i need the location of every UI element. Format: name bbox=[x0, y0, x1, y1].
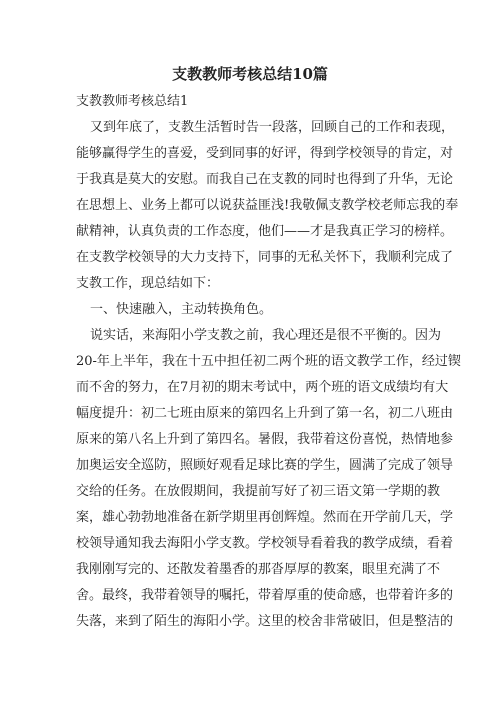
paragraph-3-line-12: 失落，来到了陌生的海阳小学。这里的校舍非常破旧，但是整洁的 bbox=[76, 614, 454, 629]
paragraph-3-line-6: 加奥运安全巡防，照顾好观看足球比赛的学生，圆满了完成了领导 bbox=[76, 458, 454, 473]
paragraph-1-line-2: 能够赢得学生的喜爱，受到同事的好评，得到学校领导的肯定，对 bbox=[76, 146, 454, 161]
paragraph-1-line-3: 于我真是莫大的安慰。而我自己在支教的同时也得到了升华，无论 bbox=[76, 172, 454, 187]
paragraph-3-line-4: 幅度提升：初二七班由原来的第四名上升到了第一名，初二八班由 bbox=[76, 406, 454, 421]
paragraph-3-line-2: 20-年上半年，我在十五中担任初二两个班的语文教学工作，经过锲 bbox=[76, 354, 461, 369]
section-heading-1: 一、快速融入，主动转换角色。 bbox=[90, 302, 273, 317]
paragraph-1-line-5: 献精神，认真负责的工作态度，他们——才是我真正学习的榜样。 bbox=[76, 224, 454, 239]
paragraph-1-line-6: 在支教学校领导的大力支持下，同事的无私关怀下，我顺利完成了 bbox=[76, 250, 454, 265]
paragraph-1-line-1: 又到年底了，支教生活暂时告一段落，回顾自己的工作和表现， bbox=[90, 120, 455, 135]
paragraph-3-line-7: 交给的任务。在放假期间，我提前写好了初三语文第一学期的教 bbox=[76, 484, 441, 499]
document-title: 支教教师考核总结10篇 bbox=[172, 65, 328, 83]
paragraph-3-line-1: 说实话，来海阳小学支教之前，我心理还是很不平衡的。因为 bbox=[90, 328, 442, 343]
document-subtitle: 支教教师考核总结1 bbox=[76, 94, 189, 109]
paragraph-3-line-8: 案，雄心勃勃地准备在新学期里再创辉煌。然而在开学前几天，学 bbox=[76, 510, 454, 525]
paragraph-1-line-4: 在思想上、业务上都可以说获益匪浅!我敬佩支教学校老师忘我的奉 bbox=[76, 198, 459, 213]
paragraph-1-line-7: 支教工作，现总结如下： bbox=[76, 276, 220, 291]
paragraph-3-line-3: 而不舍的努力，在7月初的期末考试中，两个班的语文成绩均有大 bbox=[76, 380, 449, 395]
paragraph-3-line-9: 校领导通知我去海阳小学支教。学校领导看着我的教学成绩，看着 bbox=[76, 536, 454, 551]
paragraph-3-line-11: 舍。最终，我带着领导的嘱托，带着厚重的使命感，也带着许多的 bbox=[76, 588, 454, 603]
paragraph-3-line-10: 我刚刚写完的、还散发着墨香的那沓厚厚的教案，眼里充满了不 bbox=[76, 562, 441, 577]
paragraph-3-line-5: 原来的第八名上升到了第四名。暑假，我带着这份喜悦，热情地参 bbox=[76, 432, 454, 447]
